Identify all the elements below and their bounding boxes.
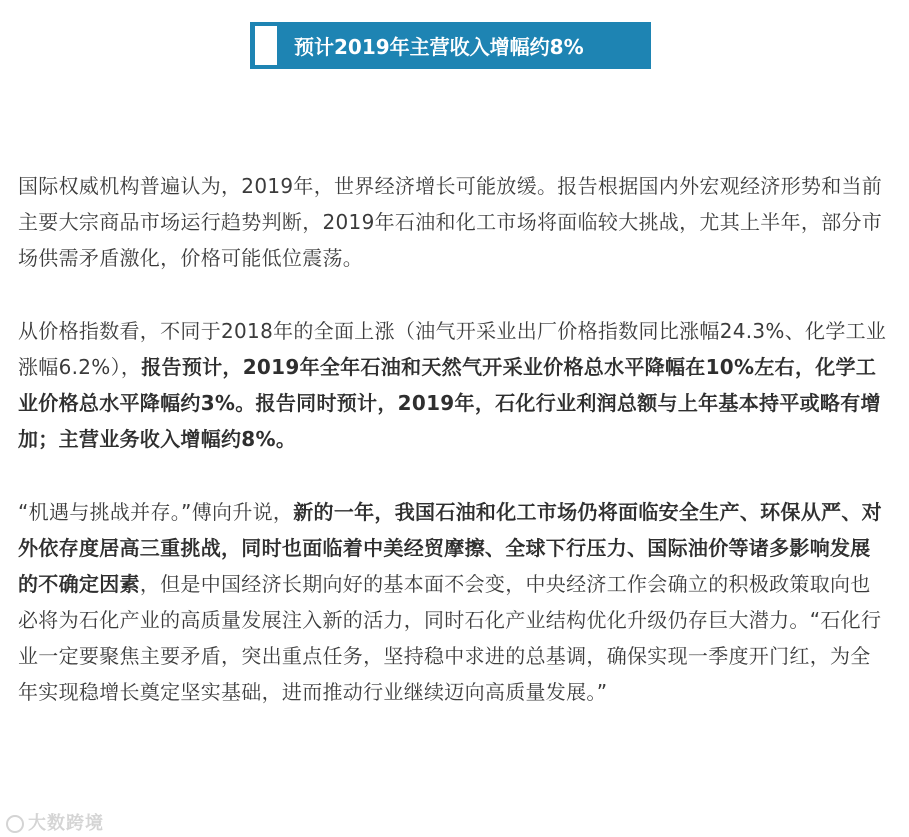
paragraph-2 [18, 313, 890, 457]
watermark [6, 809, 104, 835]
logo-icon [6, 815, 24, 833]
paragraph-2-emphasis: 报告预计，2019年全年石油和天然气开采业价格总水平降幅在10%左右，化学工业价格总水平降幅约3%。报告同时预计，2019年，石化行业利润总额与上年基本持平或略有增加；主营业务收入增幅约8%。 [18, 355, 881, 451]
paragraph-3-emphasis: 新的一年，我国石油和化工市场仍将面临安全生产、环保从严、对外依存度居高三重挑战，同时也面临着中美经贸摩擦、全球下行压力、国际油价等诸多影响发展的不确定因素 [18, 500, 882, 596]
watermark-text: 大数跨境 [28, 813, 104, 834]
heading-title: 预计2019年主营收入增幅约8% [294, 35, 584, 59]
paragraph-3 [18, 494, 890, 710]
article-body [18, 168, 890, 747]
paragraph-3-quote-intro: “机遇与挑战并存。”傅向升说， [18, 500, 294, 524]
paragraph-3-text: ，但是中国经济长期向好的基本面不会变，中央经济工作会确立的积极政策取向也必将为石化产业的高质量发展注入新的活力，同时石化产业结构优化升级仍存巨大潜力。“石化行业一定要聚焦主要矛盾，突出重点任务，坚持稳中求进的总基调，确保实现一季度开门红，为全年实现稳增长奠定坚实基础，进而推动行业继续迈向高质量发展。” [18, 572, 882, 704]
heading-marker [255, 26, 277, 65]
section-heading [250, 22, 651, 69]
paragraph-1: 国际权威机构普遍认为，2019年，世界经济增长可能放缓。报告根据国内外宏观经济形势和当前主要大宗商品市场运行趋势判断，2019年石油和化工市场将面临较大挑战，尤其上半年，部分市场供需矛盾激化，价格可能低位震荡。 [18, 174, 883, 270]
paragraph-2-text: 从价格指数看，不同于2018年的全面上涨（油气开采业出厂价格指数同比涨幅24.3%、化学工业涨幅6.2%）， [18, 319, 887, 379]
